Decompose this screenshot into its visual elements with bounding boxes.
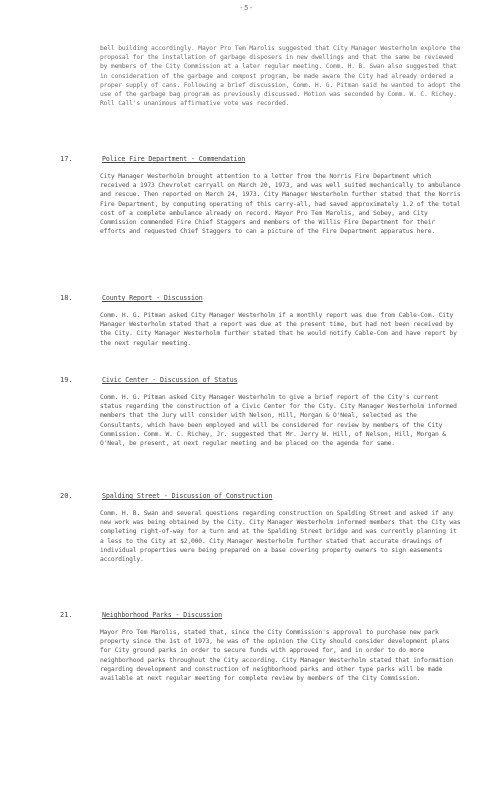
intro-paragraph: bell building accordingly. Mayor Pro Tem Marolis suggested that City Manager Westerholm explore the proposal for the installation of garbage disposers in new dwellings and that the same be reviewed by members of the City Commission at a later regular meeting. Comm. H. B. Swan also suggested that in consideration of the garbage and compost program, be made aware the City had already ordered a proper supply of cans. Following a brief discussion, Comm. H. G. Pitman said he wanted to adopt the use of the garbage bag program as previously discussed. Motion was seconded by Comm. W. C. Richey. Roll Call's unanimous affirmative vote was recorded. xyxy=(100,45,461,108)
item-number-17: 17. xyxy=(60,155,73,163)
item-body-18: Comm. H. G. Pitman asked City Manager Westerholm if a monthly report was due from Cable-Com. City Manager Westerholm stated that a report was due at the present time, but had not been received by the City. City Manager Westerholm further stated that he would notify Cable-Com and have report by the next regular meeting. xyxy=(100,312,457,347)
item-body-20: Comm. H. B. Swan and several questions regarding construction on Spalding Street and asked if any new work was being obtained by the City. City Manager Westerholm informed members that the City was completing right-of-way for a turn and at the Spalding Street bridge and was currently planning it a less to the City at $2,000. City Manager Westerholm further stated that accurate drawings of individual properties were being prepared on a base covering property owners to sign easements accordingly. xyxy=(100,510,461,564)
item-title-18: County Report - Discussion xyxy=(102,294,203,302)
item-number-21: 21. xyxy=(60,611,73,619)
item-number-20: 20. xyxy=(60,492,73,500)
page-number: -5- xyxy=(239,4,254,12)
item-body-17: City Manager Westerholm brought attention to a letter from the Norris Fire Department which received a 1973 Chevrolet carryall on March 20, 1973, and was well suited mechanically to ambulance and rescue. Then reported on March 24, 1973. City Manager Westerholm further stated that the Norris Fire Department, by computing operating of this carry-all, had saved approximately 1.2 of the total cost of a complete ambulance already on record. Mayor Pro Tem Marolis, and Sobey, and City Commission commended Fire Chief Staggers and members of the Willis Fire Department for their efforts and requested Chief Staggers to can a picture of the Fire Department apparatus here. xyxy=(100,173,461,236)
item-title-17: Police Fire Department - Commendation xyxy=(102,155,246,163)
item-title-21: Neighborhood Parks - Discussion xyxy=(102,611,222,619)
item-title-19: Civic Center - Discussion of Status xyxy=(102,376,238,384)
item-body-21: Mayor Pro Tem Marolis, stated that, since the City Commission's approval to purchase new park property since the 1st of 1973, he was of the opinion the City should consider development plans for City ground parks in order to secure funds with approved for, and in order to do more neighborhood parks throughout the City according. City Manager Westerholm stated that information regarding development and construction of neighborhood parks and other type parks will be made available at next regular meeting for complete review by members of the City Commission. xyxy=(100,629,454,683)
item-title-20: Spalding Street - Discussion of Construction xyxy=(102,492,273,500)
item-body-19: Comm. H. G. Pitman asked City Manager Westerholm to give a brief report of the City's current status regarding the construction of a Civic Center for the City. City Manager Westerholm informed members that the Jury will consider with Nelson, Hill, Morgan & O'Neal, selected as the Consultants, which have been employed and will be considered for review by members of the City Commission. Comm. W. C. Richey, Jr. suggested that Mr. Jerry W. Hill, of Nelson, Hill, Morgan & O'Neal, be present, at next regular meeting and be placed on the agenda for same. xyxy=(100,394,457,448)
item-number-19: 19. xyxy=(60,376,73,384)
item-number-18: 18. xyxy=(60,294,73,302)
